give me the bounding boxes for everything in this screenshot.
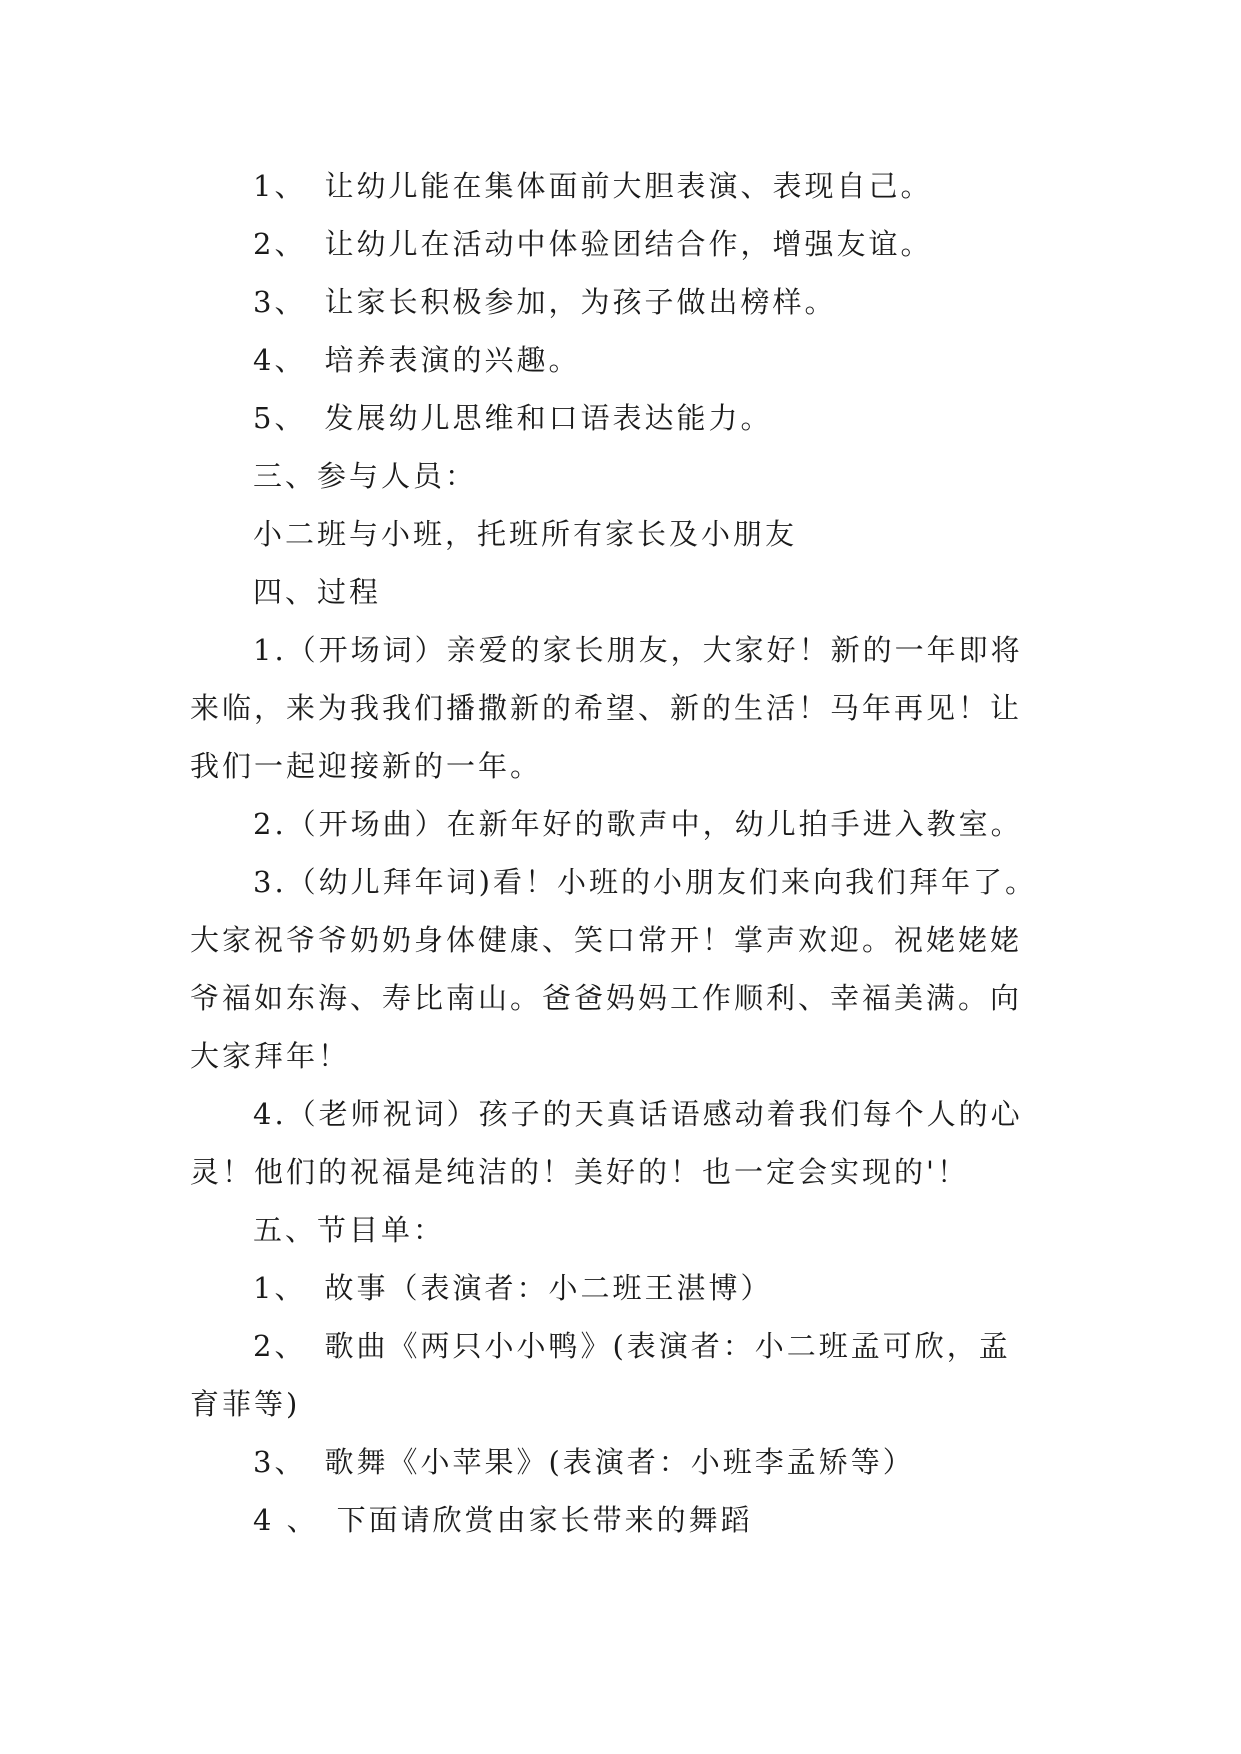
section-heading-programs: 五、节目单： xyxy=(253,1213,446,1247)
process-paragraph-1 xyxy=(190,621,1050,795)
program-item-2 xyxy=(190,1317,1050,1433)
goal-number: 4、 xyxy=(253,343,307,377)
goal-text: 让幼儿能在集体面前大胆表演、表现自己。 xyxy=(324,169,933,203)
program-item-3 xyxy=(190,1433,1050,1491)
paragraph-line: 爷福如东海、寿比南山。爸爸妈妈工作顺利、幸福美满。向 xyxy=(190,981,1023,1015)
program-text: 下面请欣赏由家长带来的舞蹈 xyxy=(336,1503,753,1537)
document-body xyxy=(190,157,1050,1549)
program-number: 1、 xyxy=(253,1271,307,1305)
program-line-continued: 育菲等) xyxy=(190,1387,301,1421)
program-item-4 xyxy=(190,1491,1050,1549)
program-number: 4 、 xyxy=(253,1503,319,1537)
goal-number: 1、 xyxy=(253,169,307,203)
program-text: 歌舞《小苹果》(表演者：小班李孟矫等） xyxy=(324,1445,915,1479)
paragraph-line: 3.（幼儿拜年词)看！小班的小朋友们来向我们拜年了。 xyxy=(253,865,1037,899)
program-item-1 xyxy=(190,1259,1050,1317)
paragraph-line: 2.（开场曲）在新年好的歌声中，幼儿拍手进入教室。 xyxy=(253,807,1023,841)
paragraph-line: 大家拜年！ xyxy=(190,1039,351,1073)
section-heading-participants: 三、参与人员： xyxy=(253,459,478,493)
goal-item-1 xyxy=(190,157,1050,215)
goal-text: 让家长积极参加，为孩子做出榜样。 xyxy=(324,285,837,319)
paragraph-line: 灵！他们的祝福是纯洁的！美好的！也一定会实现的'！ xyxy=(190,1155,969,1189)
paragraph-line: 大家祝爷爷奶奶身体健康、笑口常开！掌声欢迎。祝姥姥姥 xyxy=(190,923,1023,957)
paragraph-line: 我们一起迎接新的一年。 xyxy=(190,749,543,783)
process-paragraph-4 xyxy=(190,1085,1050,1201)
section-heading-process: 四、过程 xyxy=(253,575,382,609)
goal-text: 发展幼儿思维和口语表达能力。 xyxy=(324,401,773,435)
program-text: 歌曲《两只小小鸭》(表演者：小二班孟可欣，孟 xyxy=(324,1329,1011,1363)
goal-number: 5、 xyxy=(253,401,307,435)
paragraph-line: 来临，来为我我们播撒新的希望、新的生活！马年再见！让 xyxy=(190,691,1023,725)
program-text: 故事（表演者：小二班王湛博） xyxy=(324,1271,773,1305)
goal-number: 2、 xyxy=(253,227,307,261)
goal-text: 培养表演的兴趣。 xyxy=(324,343,581,377)
goal-item-4 xyxy=(190,331,1050,389)
goal-item-2 xyxy=(190,215,1050,273)
goal-text: 让幼儿在活动中体验团结合作，增强友谊。 xyxy=(324,227,933,261)
goal-item-3 xyxy=(190,273,1050,331)
goal-number: 3、 xyxy=(253,285,307,319)
paragraph-line: 1.（开场词）亲爱的家长朋友，大家好！新的一年即将 xyxy=(253,633,1023,667)
program-number: 3、 xyxy=(253,1445,307,1479)
program-number: 2、 xyxy=(253,1329,307,1363)
goal-item-5 xyxy=(190,389,1050,447)
paragraph-line: 4.（老师祝词）孩子的天真话语感动着我们每个人的心 xyxy=(253,1097,1023,1131)
process-paragraph-2 xyxy=(190,795,1050,853)
participants-text: 小二班与小班，托班所有家长及小朋友 xyxy=(253,517,798,551)
process-paragraph-3 xyxy=(190,853,1050,1085)
program-line xyxy=(190,1317,1050,1375)
